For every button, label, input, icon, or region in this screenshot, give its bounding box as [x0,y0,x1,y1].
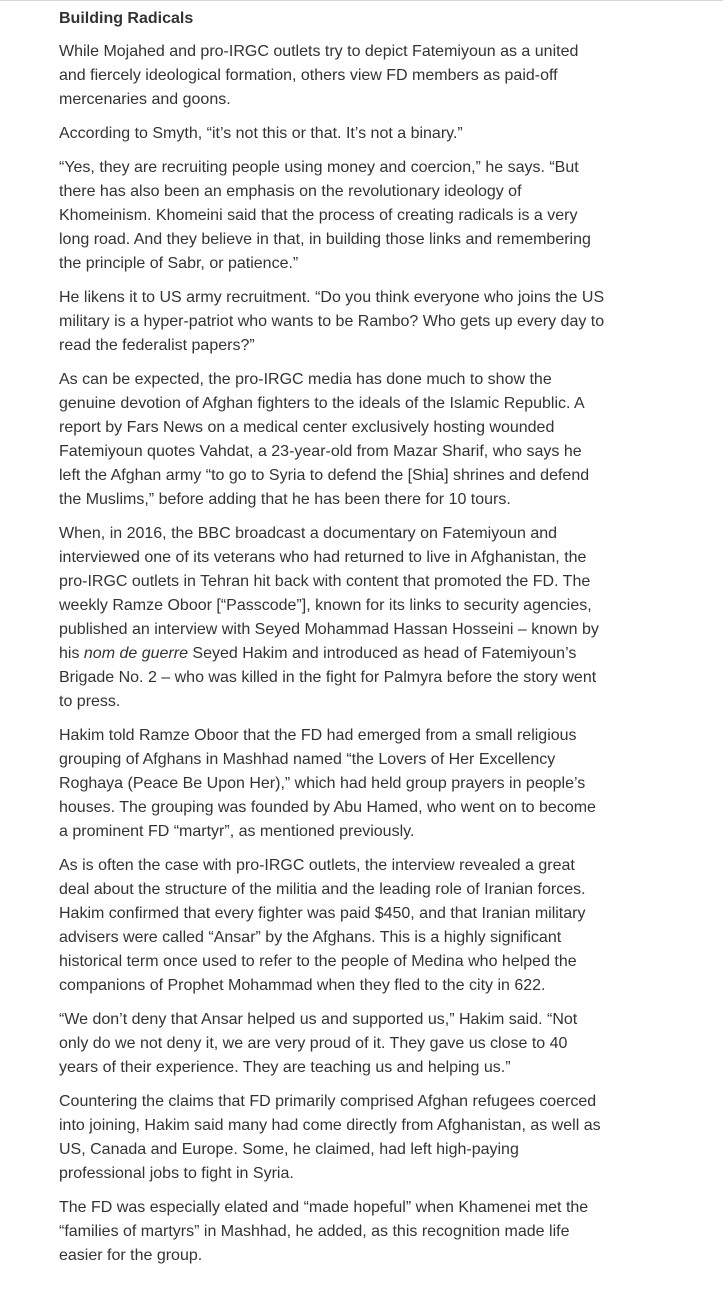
italic-term: nom de guerre [83,645,188,662]
paragraph: He likens it to US army recruitment. “Do you think everyone who joins the US military is a hyper-patriot who wants to be Rambo? Who gets up every day to read the federalist papers?” [59,289,605,354]
paragraph: As is often the case with pro-IRGC outlets, the interview revealed a great deal about the structure of the militia and the leading role of Iranian forces. Hakim confirmed that every fighter was paid $450, and that Iranian military advisers were called “Ansar” by the Afghans. This is a highly significant historical term once used to refer to the people of Medina who helped the companions of Prophet Mohammad when they fled to the city in 622. [59,857,586,994]
paragraph-text: When, in 2016, the BBC broadcast a documentary on Fatemiyoun and interviewed one of its veterans who had returned to live in Afghanistan, the pro-IRGC outlets in Tehran hit back with content that promoted the FD. The weekly Ramze Oboor [“Passcode”], known for its links to security agencies, published an interview with Seyed Mohammad Hassan Hosseini – known by his [59,525,599,662]
paragraph: Countering the claims that FD primarily comprised Afghan refugees coerced into joining, Hakim said many had come directly from Afghanistan, as well as US, Canada and Europe. Some, he claimed, had left high-paying professional jobs to fight in Syria. [59,1093,601,1182]
top-divider [0,0,723,1]
section-heading: Building Radicals [59,10,194,27]
paragraph-text: Seyed Hakim and introduced as head of Fatemiyoun’s Brigade No. 2 – who was killed in the fight for Palmyra before the story went to press. [59,645,597,710]
paragraph: The FD was especially elated and “made hopeful” when Khamenei met the “families of martyrs” in Mashhad, he added, as this recognition made life easier for the group. [59,1199,589,1264]
paragraph: While Mojahed and pro-IRGC outlets try to depict Fatemiyoun as a united and fiercely ideological formation, others view FD members as paid-off mercenaries and goons. [59,43,579,108]
paragraph: According to Smyth, “it’s not this or that. It’s not a binary.” [59,125,463,142]
paragraph: “Yes, they are recruiting people using money and coercion,” he says. “But there has also been an emphasis on the revolutionary ideology of Khomeinism. Khomeini said that the process of creating radicals is a very long road. And they believe in that, in building those links and remembering the principle of Sabr, or patience.” [59,159,591,272]
paragraph-with-italic [59,522,607,714]
article-body [59,8,607,1278]
paragraph: Hakim told Ramze Oboor that the FD had emerged from a small religious grouping of Afghans in Mashhad named “the Lovers of Her Excellency Roghaya (Peace Be Upon Her),” which had held group prayers in people’s houses. The grouping was founded by Abu Hamed, who went on to become a prominent FD “martyr”, as mentioned previously. [59,727,596,840]
paragraph: As can be expected, the pro-IRGC media has done much to show the genuine devotion of Afghan fighters to the ideals of the Islamic Republic. A report by Fars News on a medical center exclusively hosting wounded Fatemiyoun quotes Vahdat, a 23-year-old from Mazar Sharif, who says he left the Afghan army “to go to Syria to defend the [Shia] shrines and defend the Muslims,” before adding that he has been there for 10 tours. [59,371,590,508]
paragraph: “We don’t deny that Ansar helped us and supported us,” Hakim said. “Not only do we not deny it, we are very proud of it. They gave us close to 40 years of their experience. They are teaching us and helping us.” [59,1011,578,1076]
